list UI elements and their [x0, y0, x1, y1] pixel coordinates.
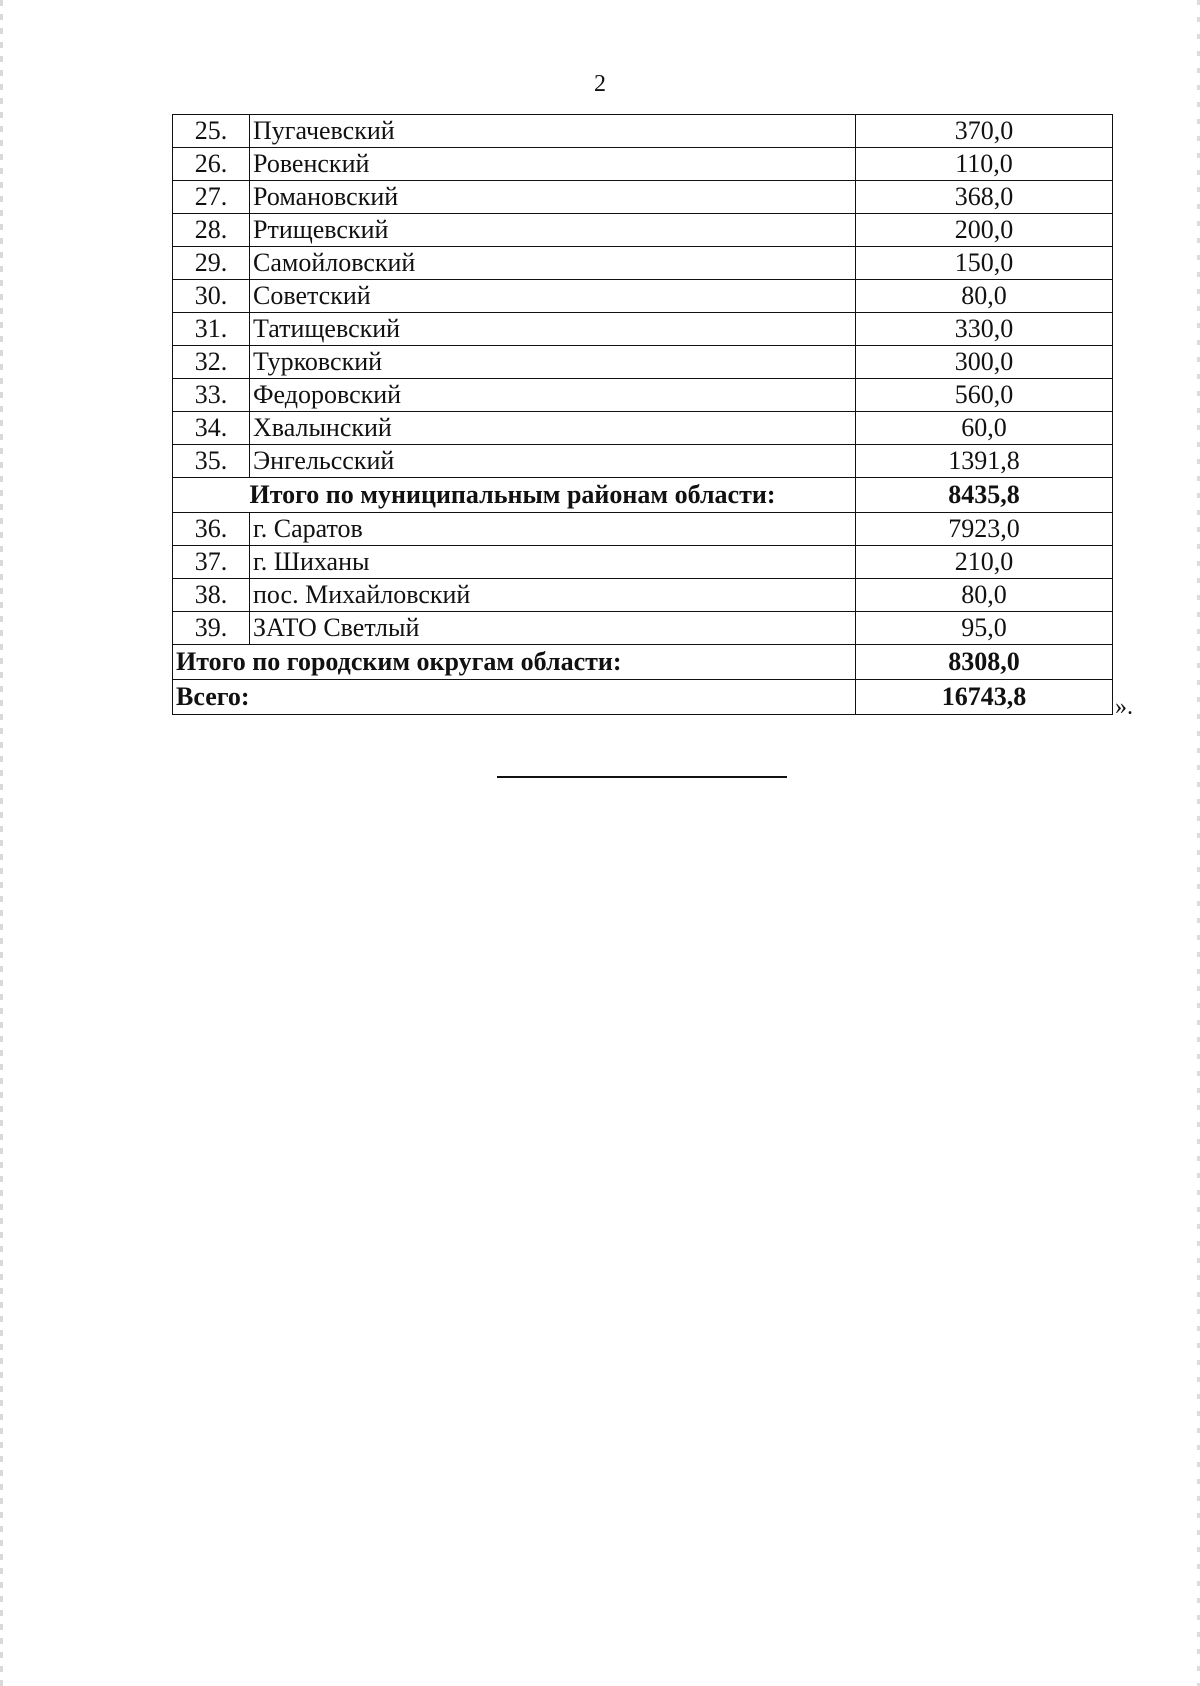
cities-total-label: Итого по городским округам области:: [173, 645, 856, 680]
allocation-value: 210,0: [856, 546, 1113, 579]
district-name: Пугачевский: [250, 115, 856, 148]
closing-quote: ».: [1115, 694, 1133, 720]
cities-total-value: 8308,0: [856, 645, 1113, 680]
allocation-value: 200,0: [856, 214, 1113, 247]
row-number: 32.: [173, 346, 250, 379]
row-number: 34.: [173, 412, 250, 445]
page-number: 2: [594, 71, 606, 97]
table-row: [173, 247, 1113, 280]
row-number: 25.: [173, 115, 250, 148]
districts-total-row: [173, 478, 1113, 513]
table-body: [173, 115, 1113, 715]
district-name: Федоровский: [250, 379, 856, 412]
district-name: Романовский: [250, 181, 856, 214]
allocation-value: 560,0: [856, 379, 1113, 412]
row-number: 27.: [173, 181, 250, 214]
row-number: 33.: [173, 379, 250, 412]
allocation-value: 80,0: [856, 579, 1113, 612]
table-row: [173, 546, 1113, 579]
end-of-document-rule: [497, 776, 787, 778]
cities-total-row: [173, 645, 1113, 680]
allocation-value: 150,0: [856, 247, 1113, 280]
district-name: Энгельсский: [250, 445, 856, 478]
grand-total-label: Всего:: [173, 680, 856, 715]
allocation-value: 60,0: [856, 412, 1113, 445]
grand-total-row: [173, 680, 1113, 715]
district-name: Советский: [250, 280, 856, 313]
city-name: г. Саратов: [250, 513, 856, 546]
table-row: [173, 612, 1113, 645]
row-number: 31.: [173, 313, 250, 346]
scan-edge-left: [0, 0, 3, 1686]
table-row: [173, 513, 1113, 546]
row-number: 37.: [173, 546, 250, 579]
allocation-value: 110,0: [856, 148, 1113, 181]
allocation-value: 330,0: [856, 313, 1113, 346]
district-name: Ртищевский: [250, 214, 856, 247]
table-row: [173, 445, 1113, 478]
city-name: ЗАТО Светлый: [250, 612, 856, 645]
district-name: Самойловский: [250, 247, 856, 280]
allocation-value: 7923,0: [856, 513, 1113, 546]
city-name: пос. Михайловский: [250, 579, 856, 612]
district-name: Татищевский: [250, 313, 856, 346]
allocation-value: 300,0: [856, 346, 1113, 379]
city-name: г. Шиханы: [250, 546, 856, 579]
table-row: [173, 579, 1113, 612]
row-number: 26.: [173, 148, 250, 181]
row-number: 36.: [173, 513, 250, 546]
row-number: 39.: [173, 612, 250, 645]
allocation-value: 80,0: [856, 280, 1113, 313]
allocation-value: 95,0: [856, 612, 1113, 645]
table-row: [173, 313, 1113, 346]
table-row: [173, 181, 1113, 214]
row-number: 38.: [173, 579, 250, 612]
grand-total-value: 16743,8: [856, 680, 1113, 715]
table-row: [173, 412, 1113, 445]
table-row: [173, 214, 1113, 247]
allocation-table: [172, 114, 1113, 715]
row-number: 30.: [173, 280, 250, 313]
row-number: 28.: [173, 214, 250, 247]
table-row: [173, 115, 1113, 148]
district-name: Турковский: [250, 346, 856, 379]
allocation-value: 1391,8: [856, 445, 1113, 478]
row-number: 35.: [173, 445, 250, 478]
allocation-value: 368,0: [856, 181, 1113, 214]
table-row: [173, 346, 1113, 379]
district-name: Хвалынский: [250, 412, 856, 445]
table-row: [173, 280, 1113, 313]
allocation-value: 370,0: [856, 115, 1113, 148]
districts-total-value: 8435,8: [856, 478, 1113, 513]
district-name: Ровенский: [250, 148, 856, 181]
row-number: 29.: [173, 247, 250, 280]
table-row: [173, 148, 1113, 181]
districts-total-label: Итого по муниципальным районам области:: [173, 478, 856, 513]
table-row: [173, 379, 1113, 412]
